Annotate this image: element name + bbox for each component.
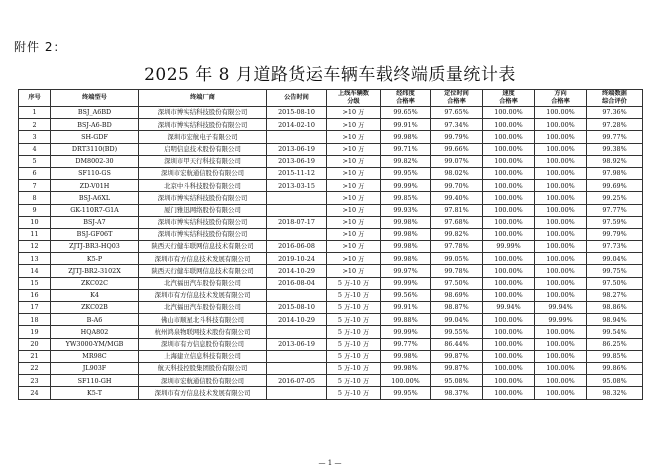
- direction-rate-cell: 100.00%: [535, 289, 587, 301]
- date-cell: 2016-08-04: [267, 277, 327, 289]
- vehicle-count-cell: 5 万-10 万: [327, 362, 381, 374]
- lonlat-rate-cell: 99.98%: [381, 216, 431, 228]
- direction-rate-cell: 100.00%: [535, 241, 587, 253]
- maker-cell: 杭州鸿泉物联网技术股份有限公司: [139, 326, 267, 338]
- maker-cell: 深圳市有方信息股份有限公司: [139, 338, 267, 350]
- seq-cell: 4: [19, 143, 51, 155]
- maker-cell: 深圳市有方信息技术发展有限公司: [139, 253, 267, 265]
- model-cell: K5-P: [51, 253, 139, 265]
- maker-cell: 深圳市博实结科技股份有限公司: [139, 119, 267, 131]
- lonlat-rate-cell: 99.99%: [381, 277, 431, 289]
- vehicle-count-cell: >10 万: [327, 167, 381, 179]
- seq-cell: 22: [19, 362, 51, 374]
- speed-rate-cell: 100.00%: [483, 107, 535, 119]
- table-header: [19, 90, 643, 107]
- maker-cell: 深圳市宏航通信股份有限公司: [139, 167, 267, 179]
- vehicle-count-cell: 5 万-10 万: [327, 387, 381, 399]
- direction-rate-cell: 100.00%: [535, 362, 587, 374]
- table-row: [19, 375, 643, 387]
- speed-rate-cell: 100.00%: [483, 155, 535, 167]
- vehicle-count-cell: >10 万: [327, 180, 381, 192]
- table-row: [19, 314, 643, 326]
- maker-cell: 厦门雅迅网络股份有限公司: [139, 204, 267, 216]
- seq-cell: 15: [19, 277, 51, 289]
- direction-rate-cell: 100.00%: [535, 167, 587, 179]
- date-cell: 2014-10-29: [267, 314, 327, 326]
- model-cell: SH-GDF: [51, 131, 139, 143]
- maker-cell: 北汽福田汽车股份有限公司: [139, 302, 267, 314]
- page-number: — 1 —: [318, 459, 342, 467]
- overall-score-cell: 99.04%: [587, 253, 643, 265]
- seq-cell: 16: [19, 289, 51, 301]
- overall-score-cell: 97.28%: [587, 119, 643, 131]
- vehicle-count-cell: 5 万-10 万: [327, 350, 381, 362]
- table-body: [19, 107, 643, 400]
- overall-score-cell: 99.79%: [587, 228, 643, 240]
- direction-rate-cell: 99.99%: [535, 314, 587, 326]
- maker-cell: 陕西天行健车联网信息技术有限公司: [139, 241, 267, 253]
- date-cell: 2018-07-17: [267, 216, 327, 228]
- lonlat-rate-cell: 99.88%: [381, 314, 431, 326]
- table-row: [19, 131, 643, 143]
- model-cell: K5-T: [51, 387, 139, 399]
- vehicle-count-cell: >10 万: [327, 228, 381, 240]
- lonlat-rate-cell: 99.98%: [381, 350, 431, 362]
- overall-score-cell: 97.59%: [587, 216, 643, 228]
- maker-cell: 深圳市宏航电子有限公司: [139, 131, 267, 143]
- table-row: [19, 228, 643, 240]
- model-cell: BSJ-A7: [51, 216, 139, 228]
- seq-cell: 23: [19, 375, 51, 387]
- time-rate-cell: 97.34%: [431, 119, 483, 131]
- speed-rate-cell: 100.00%: [483, 204, 535, 216]
- overall-score-cell: 86.25%: [587, 338, 643, 350]
- lonlat-rate-cell: 99.93%: [381, 204, 431, 216]
- speed-rate-cell: 100.00%: [483, 119, 535, 131]
- table-row: [19, 241, 643, 253]
- lonlat-rate-cell: 99.82%: [381, 155, 431, 167]
- vehicle-count-cell: >10 万: [327, 192, 381, 204]
- lonlat-rate-cell: 99.99%: [381, 180, 431, 192]
- table-row: [19, 253, 643, 265]
- time-rate-cell: 99.87%: [431, 362, 483, 374]
- lonlat-rate-cell: 99.98%: [381, 228, 431, 240]
- overall-score-cell: 99.38%: [587, 143, 643, 155]
- speed-rate-cell: 99.94%: [483, 302, 535, 314]
- header-seq: 序号: [19, 90, 51, 107]
- header-lonlat-rate: 经纬度 合格率: [381, 90, 431, 107]
- direction-rate-cell: 100.00%: [535, 387, 587, 399]
- model-cell: ZKC02C: [51, 277, 139, 289]
- overall-score-cell: 99.85%: [587, 350, 643, 362]
- date-cell: [267, 192, 327, 204]
- model-cell: MR98C: [51, 350, 139, 362]
- time-rate-cell: 99.78%: [431, 265, 483, 277]
- overall-score-cell: 98.94%: [587, 314, 643, 326]
- overall-score-cell: 99.75%: [587, 265, 643, 277]
- direction-rate-cell: 100.00%: [535, 277, 587, 289]
- time-rate-cell: 99.66%: [431, 143, 483, 155]
- seq-cell: 19: [19, 326, 51, 338]
- table-row: [19, 216, 643, 228]
- speed-rate-cell: 100.00%: [483, 289, 535, 301]
- model-cell: DRT3110(BD): [51, 143, 139, 155]
- model-cell: BSJ-A6XL: [51, 192, 139, 204]
- table-row: [19, 204, 643, 216]
- speed-rate-cell: 100.00%: [483, 131, 535, 143]
- maker-cell: 上海建立信息科技有限公司: [139, 350, 267, 362]
- model-cell: BSJ-GF06T: [51, 228, 139, 240]
- header-overall-score: 终端数据 综合评价: [587, 90, 643, 107]
- vehicle-count-cell: 5 万-10 万: [327, 375, 381, 387]
- maker-cell: 深圳市博实结科技股份有限公司: [139, 216, 267, 228]
- speed-rate-cell: 100.00%: [483, 362, 535, 374]
- model-cell: BSJ-A6-BD: [51, 119, 139, 131]
- time-rate-cell: 98.37%: [431, 387, 483, 399]
- overall-score-cell: 99.25%: [587, 192, 643, 204]
- overall-score-cell: 98.86%: [587, 302, 643, 314]
- time-rate-cell: 99.40%: [431, 192, 483, 204]
- header-direction-rate: 方向 合格率: [535, 90, 587, 107]
- direction-rate-cell: 100.00%: [535, 204, 587, 216]
- seq-cell: 21: [19, 350, 51, 362]
- date-cell: 2014-02-10: [267, 119, 327, 131]
- overall-score-cell: 99.77%: [587, 131, 643, 143]
- time-rate-cell: 99.55%: [431, 326, 483, 338]
- overall-score-cell: 98.27%: [587, 289, 643, 301]
- vehicle-count-cell: >10 万: [327, 143, 381, 155]
- header-speed-rate: 速度 合格率: [483, 90, 535, 107]
- lonlat-rate-cell: 99.98%: [381, 362, 431, 374]
- speed-rate-cell: 100.00%: [483, 277, 535, 289]
- lonlat-rate-cell: 99.56%: [381, 289, 431, 301]
- lonlat-rate-cell: 99.85%: [381, 192, 431, 204]
- speed-rate-cell: 100.00%: [483, 387, 535, 399]
- direction-rate-cell: 100.00%: [535, 228, 587, 240]
- lonlat-rate-cell: 99.98%: [381, 241, 431, 253]
- model-cell: SF110-GS: [51, 167, 139, 179]
- lonlat-rate-cell: 99.95%: [381, 167, 431, 179]
- overall-score-cell: 98.92%: [587, 155, 643, 167]
- direction-rate-cell: 100.00%: [535, 326, 587, 338]
- time-rate-cell: 99.04%: [431, 314, 483, 326]
- vehicle-count-cell: >10 万: [327, 241, 381, 253]
- direction-rate-cell: 99.94%: [535, 302, 587, 314]
- time-rate-cell: 99.05%: [431, 253, 483, 265]
- table-row: [19, 143, 643, 155]
- overall-score-cell: 97.98%: [587, 167, 643, 179]
- direction-rate-cell: 100.00%: [535, 143, 587, 155]
- table-row: [19, 302, 643, 314]
- date-cell: 2015-08-10: [267, 302, 327, 314]
- maker-cell: 佛山市顺星北斗科技有限公司: [139, 314, 267, 326]
- seq-cell: 9: [19, 204, 51, 216]
- date-cell: 2014-10-29: [267, 265, 327, 277]
- speed-rate-cell: 100.00%: [483, 326, 535, 338]
- model-cell: YW3000-YM/MGB: [51, 338, 139, 350]
- overall-score-cell: 97.73%: [587, 241, 643, 253]
- lonlat-rate-cell: 100.00%: [381, 375, 431, 387]
- table-row: [19, 277, 643, 289]
- direction-rate-cell: 100.00%: [535, 375, 587, 387]
- date-cell: 2015-08-10: [267, 107, 327, 119]
- time-rate-cell: 97.81%: [431, 204, 483, 216]
- date-cell: 2013-06-19: [267, 143, 327, 155]
- date-cell: 2013-06-19: [267, 338, 327, 350]
- speed-rate-cell: 100.00%: [483, 314, 535, 326]
- speed-rate-cell: 100.00%: [483, 228, 535, 240]
- speed-rate-cell: 100.00%: [483, 180, 535, 192]
- direction-rate-cell: 100.00%: [535, 192, 587, 204]
- header-date: 公告时间: [267, 90, 327, 107]
- time-rate-cell: 99.70%: [431, 180, 483, 192]
- date-cell: 2016-06-08: [267, 241, 327, 253]
- maker-cell: 深圳市甲天行科技有限公司: [139, 155, 267, 167]
- speed-rate-cell: 99.99%: [483, 241, 535, 253]
- model-cell: ZJTJ-BR3-HQ03: [51, 241, 139, 253]
- attachment-label: 附件 2：: [14, 40, 67, 54]
- direction-rate-cell: 100.00%: [535, 107, 587, 119]
- speed-rate-cell: 100.00%: [483, 253, 535, 265]
- table-row: [19, 192, 643, 204]
- time-rate-cell: 98.69%: [431, 289, 483, 301]
- maker-cell: 深圳市宏航通信股份有限公司: [139, 375, 267, 387]
- vehicle-count-cell: >10 万: [327, 204, 381, 216]
- direction-rate-cell: 100.00%: [535, 119, 587, 131]
- date-cell: [267, 289, 327, 301]
- direction-rate-cell: 100.00%: [535, 180, 587, 192]
- time-rate-cell: 99.07%: [431, 155, 483, 167]
- maker-cell: 航天科技控股集团股份有限公司: [139, 362, 267, 374]
- date-cell: [267, 350, 327, 362]
- date-cell: [267, 326, 327, 338]
- maker-cell: 深圳市有方信息技术发展有限公司: [139, 387, 267, 399]
- direction-rate-cell: 100.00%: [535, 265, 587, 277]
- speed-rate-cell: 100.00%: [483, 375, 535, 387]
- overall-score-cell: 99.86%: [587, 362, 643, 374]
- seq-cell: 20: [19, 338, 51, 350]
- time-rate-cell: 97.65%: [431, 107, 483, 119]
- time-rate-cell: 99.79%: [431, 131, 483, 143]
- seq-cell: 24: [19, 387, 51, 399]
- lonlat-rate-cell: 99.65%: [381, 107, 431, 119]
- vehicle-count-cell: 5 万-10 万: [327, 302, 381, 314]
- vehicle-count-cell: 5 万-10 万: [327, 326, 381, 338]
- quality-statistics-table: [18, 89, 643, 400]
- lonlat-rate-cell: 99.95%: [381, 387, 431, 399]
- date-cell: [267, 387, 327, 399]
- vehicle-count-cell: 5 万-10 万: [327, 338, 381, 350]
- date-cell: 2013-06-19: [267, 155, 327, 167]
- time-rate-cell: 99.82%: [431, 228, 483, 240]
- vehicle-count-cell: 5 万-10 万: [327, 277, 381, 289]
- date-cell: 2016-07-05: [267, 375, 327, 387]
- page-title: 2025 年 8 月道路货运车辆车载终端质量统计表: [144, 65, 516, 85]
- time-rate-cell: 98.02%: [431, 167, 483, 179]
- direction-rate-cell: 100.00%: [535, 350, 587, 362]
- table-row: [19, 338, 643, 350]
- table-row: [19, 155, 643, 167]
- lonlat-rate-cell: 99.77%: [381, 338, 431, 350]
- overall-score-cell: 97.77%: [587, 204, 643, 216]
- lonlat-rate-cell: 99.91%: [381, 302, 431, 314]
- seq-cell: 12: [19, 241, 51, 253]
- time-rate-cell: 98.87%: [431, 302, 483, 314]
- overall-score-cell: 98.32%: [587, 387, 643, 399]
- table-row: [19, 326, 643, 338]
- overall-score-cell: 99.54%: [587, 326, 643, 338]
- model-cell: ZKC02B: [51, 302, 139, 314]
- vehicle-count-cell: >10 万: [327, 216, 381, 228]
- table-row: [19, 265, 643, 277]
- speed-rate-cell: 100.00%: [483, 192, 535, 204]
- time-rate-cell: 97.78%: [431, 241, 483, 253]
- date-cell: [267, 204, 327, 216]
- date-cell: [267, 131, 327, 143]
- model-cell: BSJ_A6BD: [51, 107, 139, 119]
- lonlat-rate-cell: 99.98%: [381, 253, 431, 265]
- maker-cell: 启明信息技术股份有限公司: [139, 143, 267, 155]
- header-maker: 终端厂商: [139, 90, 267, 107]
- maker-cell: 深圳市有方信息技术发展有限公司: [139, 289, 267, 301]
- direction-rate-cell: 100.00%: [535, 131, 587, 143]
- vehicle-count-cell: >10 万: [327, 265, 381, 277]
- seq-cell: 10: [19, 216, 51, 228]
- time-rate-cell: 95.08%: [431, 375, 483, 387]
- direction-rate-cell: 100.00%: [535, 155, 587, 167]
- overall-score-cell: 97.36%: [587, 107, 643, 119]
- lonlat-rate-cell: 99.99%: [381, 326, 431, 338]
- maker-cell: 陕西天行健车联网信息技术有限公司: [139, 265, 267, 277]
- date-cell: 2015-11-12: [267, 167, 327, 179]
- time-rate-cell: 97.68%: [431, 216, 483, 228]
- time-rate-cell: 97.50%: [431, 277, 483, 289]
- lonlat-rate-cell: 99.91%: [381, 119, 431, 131]
- maker-cell: 深圳市博实结科技股份有限公司: [139, 192, 267, 204]
- speed-rate-cell: 100.00%: [483, 350, 535, 362]
- header-model: 终端型号: [51, 90, 139, 107]
- vehicle-count-cell: >10 万: [327, 119, 381, 131]
- seq-cell: 6: [19, 167, 51, 179]
- model-cell: B-A6: [51, 314, 139, 326]
- seq-cell: 2: [19, 119, 51, 131]
- seq-cell: 3: [19, 131, 51, 143]
- seq-cell: 14: [19, 265, 51, 277]
- model-cell: ZD-V01H: [51, 180, 139, 192]
- date-cell: [267, 362, 327, 374]
- lonlat-rate-cell: 99.71%: [381, 143, 431, 155]
- seq-cell: 1: [19, 107, 51, 119]
- speed-rate-cell: 100.00%: [483, 216, 535, 228]
- model-cell: ZJTJ-BR2-3102X: [51, 265, 139, 277]
- vehicle-count-cell: 5 万-10 万: [327, 314, 381, 326]
- maker-cell: 深圳市博实结科技股份有限公司: [139, 228, 267, 240]
- seq-cell: 18: [19, 314, 51, 326]
- vehicle-count-cell: >10 万: [327, 253, 381, 265]
- time-rate-cell: 99.87%: [431, 350, 483, 362]
- date-cell: 2013-03-15: [267, 180, 327, 192]
- maker-cell: 北汽福田汽车股份有限公司: [139, 277, 267, 289]
- seq-cell: 13: [19, 253, 51, 265]
- speed-rate-cell: 100.00%: [483, 265, 535, 277]
- model-cell: K4: [51, 289, 139, 301]
- seq-cell: 7: [19, 180, 51, 192]
- model-cell: HQA802: [51, 326, 139, 338]
- lonlat-rate-cell: 99.97%: [381, 265, 431, 277]
- direction-rate-cell: 100.00%: [535, 216, 587, 228]
- direction-rate-cell: 100.00%: [535, 338, 587, 350]
- maker-cell: 北京中斗科技股份有限公司: [139, 180, 267, 192]
- table-row: [19, 387, 643, 399]
- model-cell: DM8002-30: [51, 155, 139, 167]
- vehicle-count-cell: >10 万: [327, 155, 381, 167]
- vehicle-count-cell: 5 万-10 万: [327, 289, 381, 301]
- table-row: [19, 289, 643, 301]
- model-cell: JL903F: [51, 362, 139, 374]
- table-row: [19, 119, 643, 131]
- speed-rate-cell: 100.00%: [483, 143, 535, 155]
- table-row: [19, 167, 643, 179]
- direction-rate-cell: 100.00%: [535, 253, 587, 265]
- seq-cell: 5: [19, 155, 51, 167]
- table-row: [19, 107, 643, 119]
- table-row: [19, 180, 643, 192]
- lonlat-rate-cell: 99.98%: [381, 131, 431, 143]
- time-rate-cell: 86.44%: [431, 338, 483, 350]
- table-row: [19, 350, 643, 362]
- maker-cell: 深圳市博实结科技股份有限公司: [139, 107, 267, 119]
- overall-score-cell: 99.69%: [587, 180, 643, 192]
- date-cell: 2019-10-24: [267, 253, 327, 265]
- model-cell: GK-110R7-G1A: [51, 204, 139, 216]
- seq-cell: 8: [19, 192, 51, 204]
- speed-rate-cell: 100.00%: [483, 338, 535, 350]
- date-cell: [267, 228, 327, 240]
- speed-rate-cell: 100.00%: [483, 167, 535, 179]
- vehicle-count-cell: >10 万: [327, 107, 381, 119]
- overall-score-cell: 97.50%: [587, 277, 643, 289]
- header-vehicle-count: 上线车辆数 分级: [327, 90, 381, 107]
- overall-score-cell: 95.08%: [587, 375, 643, 387]
- seq-cell: 11: [19, 228, 51, 240]
- table-row: [19, 362, 643, 374]
- seq-cell: 17: [19, 302, 51, 314]
- header-time-rate: 定位时间 合格率: [431, 90, 483, 107]
- model-cell: SF110-GH: [51, 375, 139, 387]
- vehicle-count-cell: >10 万: [327, 131, 381, 143]
